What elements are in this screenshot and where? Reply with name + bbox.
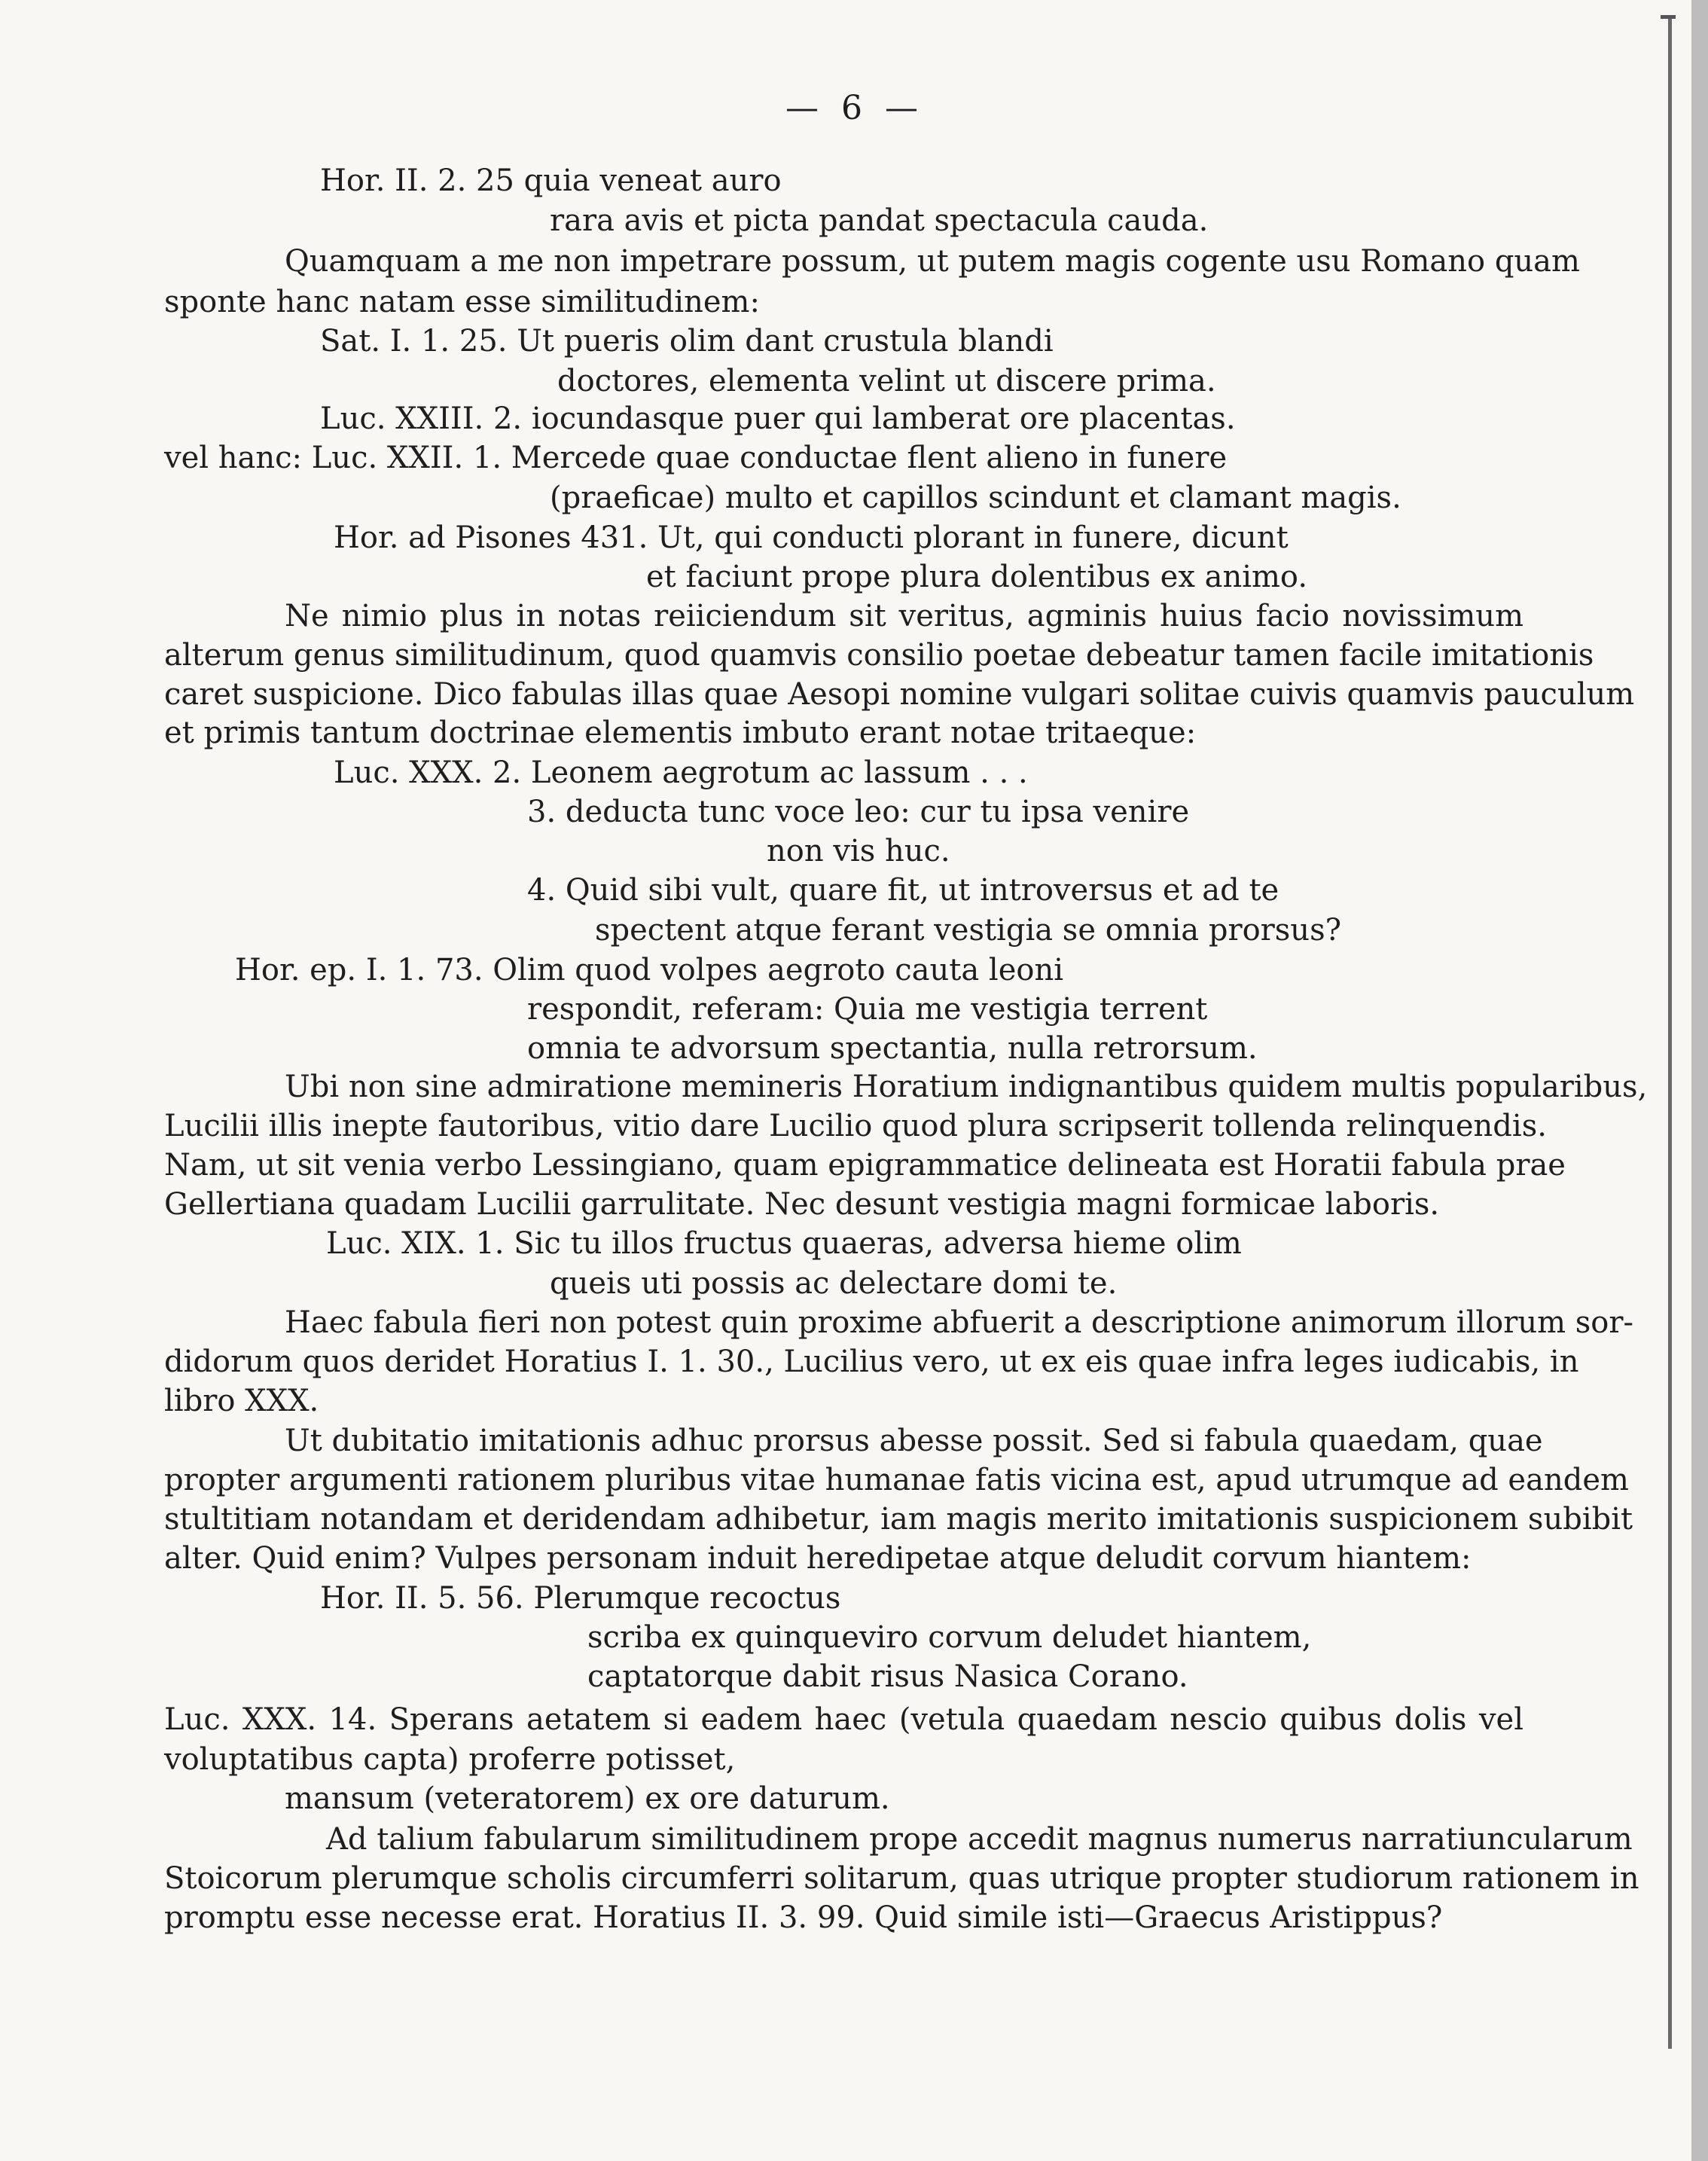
text-line: Sat. I. 1. 25. Ut pueris olim dant crustula blandi <box>320 324 1054 359</box>
text-line: Stoicorum plerumque scholis circumferri solitarum, quas utrique propter studiorum rationem in <box>164 1861 1639 1896</box>
text-line: Ubi non sine admiratione memineris Horatium indignantibus quidem multis popularibus, <box>285 1070 1648 1104</box>
text-line: mansum (veteratorem) ex ore daturum. <box>285 1781 890 1816</box>
text-line: Luc. XXX. 14. Sperans aetatem si eadem haec (vetula quaedam nescio quibus dolis vel <box>164 1702 1523 1737</box>
page-edge-shadow <box>1691 0 1708 2161</box>
text-line: scriba ex quinqueviro corvum deludet hiantem, <box>587 1620 1312 1655</box>
text-line: Hor. ep. I. 1. 73. Olim quod volpes aegroto cauta leoni <box>235 953 1063 987</box>
text-line: stultitiam notandam et deridendam adhibetur, iam magis merito imitationis suspicionem subibit <box>164 1502 1633 1537</box>
text-line: 3. deducta tunc voce leo: cur tu ipsa venire <box>527 795 1190 829</box>
text-line: et faciunt prope plura dolentibus ex animo. <box>646 560 1308 594</box>
text-line: Hor. ad Pisones 431. Ut, qui conducti plorant in funere, dicunt <box>334 520 1289 555</box>
text-line: alter. Quid enim? Vulpes personam induit heredipetae atque deludit corvum hiantem: <box>164 1541 1472 1576</box>
text-line: voluptatibus capta) proferre potisset, <box>164 1742 736 1777</box>
text-line: Nam, ut sit venia verbo Lessingiano, quam epigrammatice delineata est Horatii fabula prae <box>164 1148 1566 1183</box>
page-number: — 6 — <box>785 89 924 127</box>
text-line: respondit, referam: Quia me vestigia terrent <box>527 992 1208 1027</box>
text-line: Quamquam a me non impetrare possum, ut putem magis cogente usu Romano quam <box>285 244 1580 279</box>
text-line: 4. Quid sibi vult, quare fit, ut introversus et ad te <box>527 873 1279 908</box>
text-line: vel hanc: Luc. XXII. 1. Mercede quae conductae flent alieno in funere <box>164 441 1228 475</box>
text-line: omnia te advorsum spectantia, nulla retrorsum. <box>527 1031 1258 1066</box>
text-line: didorum quos deridet Horatius I. 1. 30., Lucilius vero, ut ex eis quae infra leges iudicabis, in <box>164 1345 1579 1379</box>
text-line: Luc. XXX. 2. Leonem aegrotum ac lassum . . . <box>334 755 1028 790</box>
text-line: rara avis et picta pandat spectacula cauda. <box>550 203 1209 238</box>
text-line: Luc. XIX. 1. Sic tu illos fructus quaeras, adversa hieme olim <box>326 1226 1242 1261</box>
text-line: Lucilii illis inepte fautoribus, vitio dare Lucilio quod plura scripserit tollenda relinquendis. <box>164 1109 1547 1143</box>
text-line: Ne nimio plus in notas reiiciendum sit veritus, agminis huius facio novissimum <box>285 599 1523 633</box>
text-line: libro XXX. <box>164 1384 319 1418</box>
text-line: spectent atque ferant vestigia se omnia prorsus? <box>595 913 1342 948</box>
text-line: Luc. XXIII. 2. iocundasque puer qui lamberat ore placentas. <box>320 401 1236 436</box>
page-edge-line <box>1668 15 1672 2049</box>
corner-mark <box>1661 15 1676 19</box>
text-line: non vis huc. <box>767 834 950 868</box>
text-line: alterum genus similitudinum, quod quamvis consilio poetae debeatur tamen facile imitationis <box>164 638 1594 673</box>
text-line: Haec fabula fieri non potest quin proxime abfuerit a descriptione animorum illorum sor- <box>285 1305 1634 1340</box>
text-line: queis uti possis ac delectare domi te. <box>550 1266 1118 1301</box>
text-line: Ad talium fabularum similitudinem prope accedit magnus numerus narratiuncularum <box>326 1822 1633 1857</box>
text-line: promptu esse necesse erat. Horatius II. 3. 99. Quid simile isti—Graecus Aristippus? <box>164 1900 1443 1935</box>
text-line: et primis tantum doctrinae elementis imbuto erant notae tritaeque: <box>164 716 1197 750</box>
text-line: captatorque dabit risus Nasica Corano. <box>587 1659 1188 1694</box>
text-line: Ut dubitatio imitationis adhuc prorsus abesse possit. Sed si fabula quaedam, quae <box>285 1424 1543 1458</box>
text-line: caret suspicione. Dico fabulas illas quae Aesopi nomine vulgari solitae cuivis quamvis pauculum <box>164 677 1635 712</box>
text-line: Hor. II. 5. 56. Plerumque recoctus <box>320 1581 841 1616</box>
text-line: sponte hanc natam esse similitudinem: <box>164 285 760 319</box>
text-line: (praeficae) multo et capillos scindunt et clamant magis. <box>550 481 1401 515</box>
text-line: Hor. II. 2. 25 quia veneat auro <box>320 163 782 198</box>
text-line: doctores, elementa velint ut discere prima. <box>557 364 1216 398</box>
text-line: Gellertiana quadam Lucilii garrulitate. Nec desunt vestigia magni formicae laboris. <box>164 1187 1440 1222</box>
text-line: propter argumenti rationem pluribus vitae humanae fatis vicina est, apud utrumque ad eandem <box>164 1463 1629 1497</box>
